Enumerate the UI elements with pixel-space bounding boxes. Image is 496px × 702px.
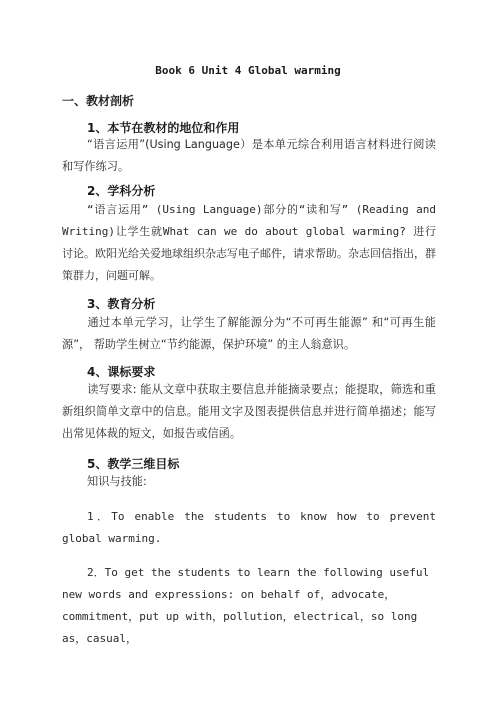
list-item-1-text: 1．To enable the students to know how to prevent global warming. [62,510,436,545]
subheading-education-analysis: 3、教育分析 [87,297,156,311]
paragraph-education-analysis-text: 通过本单元学习，让学生了解能源分为“不可再生能源” 和“可再生能源”， 帮助学生树立“节约能源，保护环境” 的主人翁意识。 [62,316,436,351]
section-heading-textbook-analysis: 一、教材剖析 [62,94,135,108]
paragraph-subject-analysis-text: “语言运用” (Using Language)部分的“读和写” (Reading and Writing)让学生就What can we do about global warming? 进行讨论。欧阳光给关爱地球组织杂志写电子邮件，请求帮助。杂志回信指出，群策群力，问题可解。 [62,203,436,282]
paragraph-subject-analysis [62,199,436,287]
paragraph-curriculum-requirements [62,379,436,445]
list-item-2-text: 2．To get the students to learn the following useful new words and expressions: on behalf of，advocate，commitment，put up with，pollution，electrical，so long as，casual， [62,566,430,645]
document-title: Book 6 Unit 4 Global warming [155,64,341,77]
knowledge-skills-label: 知识与技能: [87,475,147,488]
paragraph-role [62,134,436,178]
paragraph-role-text: “语言运用”(Using Language）是本单元综合利用语言材料进行阅读和写作练习。 [62,138,436,173]
paragraph-knowledge-skills [62,471,436,493]
subheading-teaching-objectives: 5、教学三维目标 [87,457,180,471]
subheading-subject-analysis: 2、学科分析 [87,184,156,198]
subheading-role: 1、本节在教材的地位和作用 [87,121,240,135]
paragraph-curriculum-requirements-text: 读写要求: 能从文章中获取主要信息并能摘录要点；能提取，筛选和重新组织简单文章中的信息。能用文字及图表提供信息并进行简单描述；能写出常见体裁的短文，如报告或信函。 [62,383,436,440]
list-item-2 [62,562,436,650]
list-item-1 [62,506,436,550]
paragraph-education-analysis [62,312,436,356]
subheading-curriculum-requirements: 4、课标要求 [87,365,156,379]
